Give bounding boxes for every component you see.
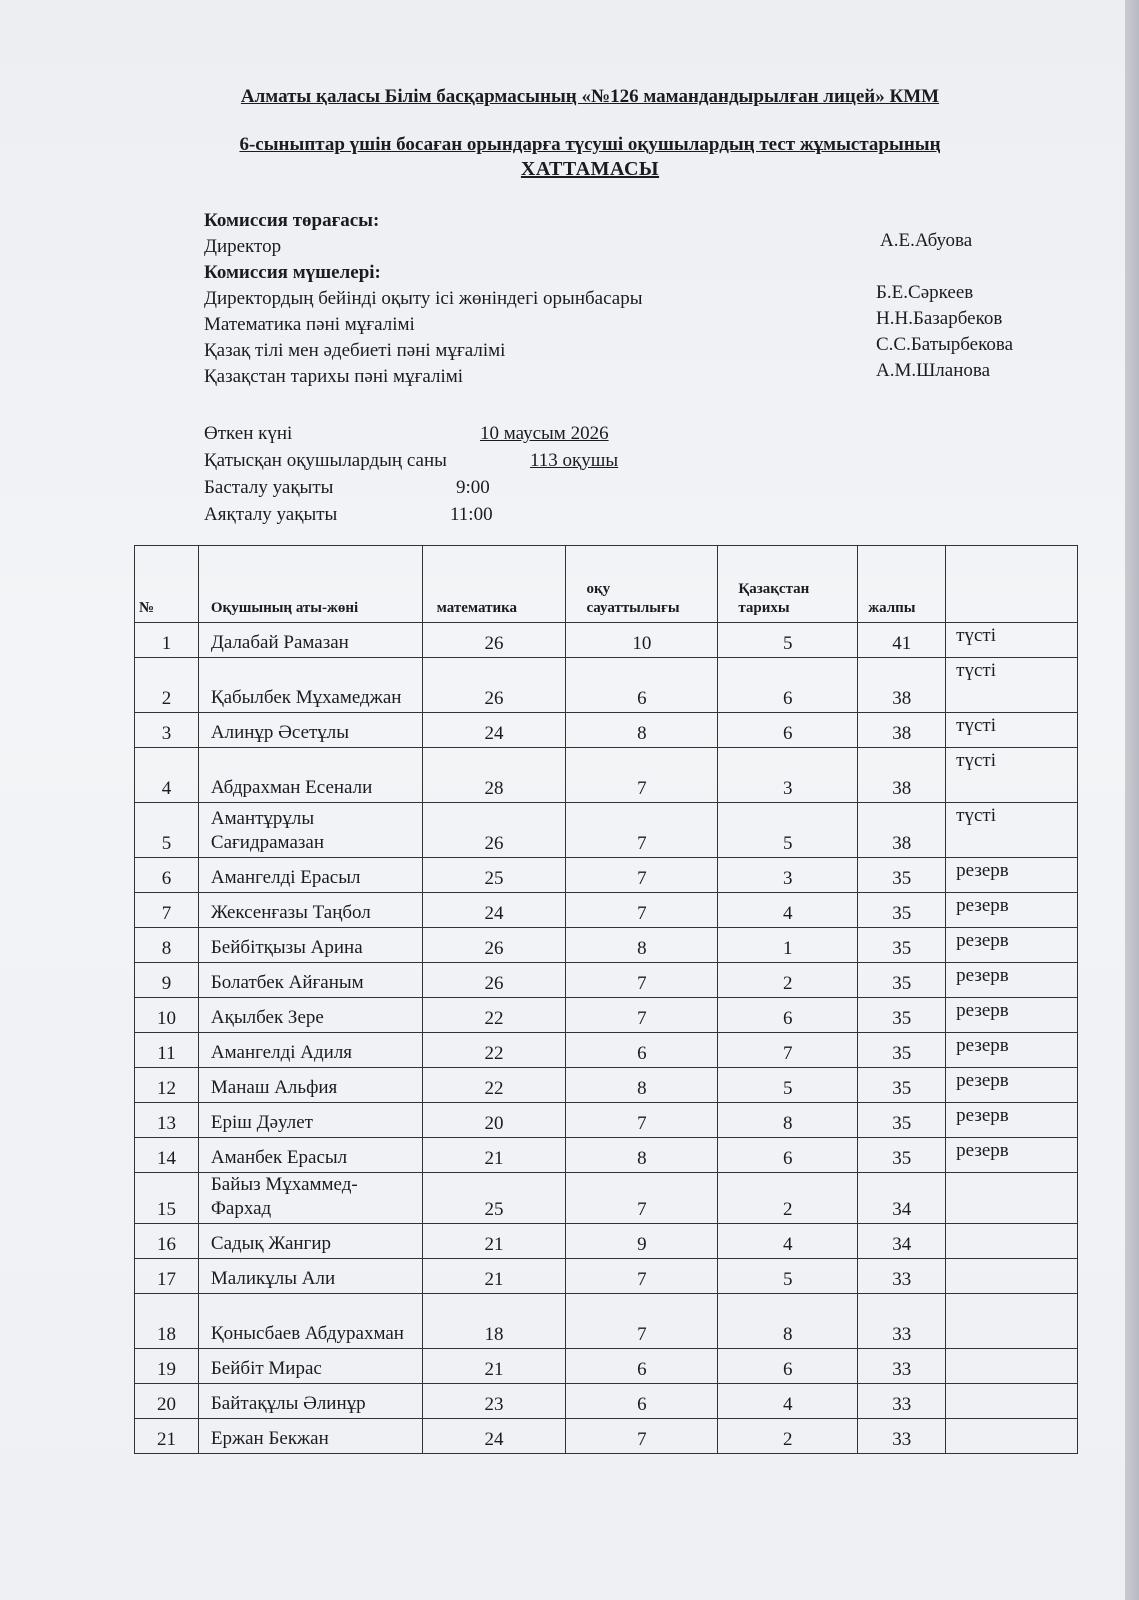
admission-status — [946, 1419, 1078, 1454]
total-score: 35 — [858, 893, 946, 928]
count-label: Қатысқан оқушылардың саны — [204, 450, 447, 471]
math-score: 21 — [422, 1349, 566, 1384]
total-score: 33 — [858, 1419, 946, 1454]
math-score: 26 — [422, 803, 566, 858]
math-score: 26 — [422, 928, 566, 963]
commission-members-heading: Комиссия мүшелері: — [204, 262, 381, 283]
math-score: 28 — [422, 748, 566, 803]
count-value: 113 оқушы — [530, 450, 619, 471]
table-header-row — [135, 546, 1078, 623]
table-row — [135, 1068, 1078, 1103]
row-number: 3 — [135, 713, 199, 748]
row-number: 9 — [135, 963, 199, 998]
member-role: Қазақстан тарихы пәні мұғалімі — [204, 366, 464, 387]
reading-score: 7 — [566, 1103, 718, 1138]
admission-status — [946, 1384, 1078, 1419]
student-name: Манаш Альфия — [198, 1068, 422, 1103]
date-value: 10 маусым 2026 — [480, 423, 609, 444]
row-number: 19 — [135, 1349, 199, 1384]
reading-score: 7 — [566, 998, 718, 1033]
student-name: Далабай Рамазан — [198, 623, 422, 658]
math-score: 24 — [422, 893, 566, 928]
admission-status — [946, 1349, 1078, 1384]
student-name: Жексенғазы Таңбол — [198, 893, 422, 928]
member-role: Директордың бейінді оқыту ісі жөніндегі орынбасары — [204, 288, 643, 309]
table-row — [135, 1033, 1078, 1068]
reading-score: 7 — [566, 748, 718, 803]
reading-score: 7 — [566, 1419, 718, 1454]
student-name: Бейбіт Мирас — [198, 1349, 422, 1384]
admission-status — [946, 1224, 1078, 1259]
reading-score: 6 — [566, 1349, 718, 1384]
history-score: 5 — [718, 1259, 858, 1294]
total-score: 38 — [858, 713, 946, 748]
total-score: 33 — [858, 1349, 946, 1384]
reading-score: 8 — [566, 928, 718, 963]
reading-score: 9 — [566, 1224, 718, 1259]
total-score: 35 — [858, 1103, 946, 1138]
row-number: 2 — [135, 658, 199, 713]
student-name: Маликұлы Али — [198, 1259, 422, 1294]
history-score: 6 — [718, 998, 858, 1033]
col-header-reading: оқу сауаттылығы — [566, 546, 718, 623]
math-score: 22 — [422, 1033, 566, 1068]
history-score: 3 — [718, 858, 858, 893]
row-number: 7 — [135, 893, 199, 928]
math-score: 25 — [422, 1173, 566, 1224]
total-score: 35 — [858, 928, 946, 963]
admission-status: резерв — [946, 1138, 1078, 1173]
table-row — [135, 1138, 1078, 1173]
reading-score: 7 — [566, 803, 718, 858]
admission-status — [946, 1259, 1078, 1294]
math-score: 26 — [422, 963, 566, 998]
table-row — [135, 1103, 1078, 1138]
history-score: 5 — [718, 803, 858, 858]
total-score: 33 — [858, 1384, 946, 1419]
math-score: 22 — [422, 998, 566, 1033]
table-row — [135, 803, 1078, 858]
table-row — [135, 963, 1078, 998]
row-number: 12 — [135, 1068, 199, 1103]
admission-status: резерв — [946, 858, 1078, 893]
col-header-status — [946, 546, 1078, 623]
total-score: 38 — [858, 803, 946, 858]
admission-status: түсті — [946, 623, 1078, 658]
start-label: Басталу уақыты — [204, 477, 334, 498]
math-score: 21 — [422, 1224, 566, 1259]
reading-score: 8 — [566, 713, 718, 748]
history-score: 2 — [718, 1173, 858, 1224]
table-row — [135, 893, 1078, 928]
col-header-name: Оқушының аты-жөні — [198, 546, 422, 623]
page-edge-shadow — [1125, 0, 1139, 1600]
admission-status: түсті — [946, 803, 1078, 858]
end-label: Аяқталу уақыты — [204, 504, 338, 525]
table-row — [135, 1384, 1078, 1419]
reading-score: 7 — [566, 1294, 718, 1349]
student-name: Амантұрұлы Сағидрамазан — [198, 803, 422, 858]
total-score: 33 — [858, 1259, 946, 1294]
history-score: 8 — [718, 1294, 858, 1349]
table-row — [135, 658, 1078, 713]
row-number: 16 — [135, 1224, 199, 1259]
row-number: 21 — [135, 1419, 199, 1454]
student-name: Байтақұлы Әлинұр — [198, 1384, 422, 1419]
history-score: 5 — [718, 1068, 858, 1103]
row-number: 15 — [135, 1173, 199, 1224]
history-score: 6 — [718, 1138, 858, 1173]
admission-status: түсті — [946, 658, 1078, 713]
protocol-title: ХАТТАМАСЫ — [520, 158, 660, 180]
total-score: 33 — [858, 1294, 946, 1349]
row-number: 18 — [135, 1294, 199, 1349]
reading-score: 6 — [566, 1033, 718, 1068]
reading-score: 7 — [566, 1259, 718, 1294]
col-header-total: жалпы — [858, 546, 946, 623]
math-score: 21 — [422, 1259, 566, 1294]
member-name: А.М.Шланова — [876, 360, 991, 381]
student-name: Ержан Бекжан — [198, 1419, 422, 1454]
reading-score: 7 — [566, 963, 718, 998]
student-name: Еріш Дәулет — [198, 1103, 422, 1138]
total-score: 34 — [858, 1173, 946, 1224]
total-score: 38 — [858, 748, 946, 803]
history-score: 2 — [718, 963, 858, 998]
math-score: 18 — [422, 1294, 566, 1349]
end-value: 11:00 — [450, 504, 493, 525]
row-number: 10 — [135, 998, 199, 1033]
row-number: 5 — [135, 803, 199, 858]
student-name: Абдрахман Есенали — [198, 748, 422, 803]
admission-status — [946, 1294, 1078, 1349]
history-score: 4 — [718, 1224, 858, 1259]
math-score: 21 — [422, 1138, 566, 1173]
date-label: Өткен күні — [204, 423, 293, 444]
history-score: 4 — [718, 893, 858, 928]
admission-status: резерв — [946, 998, 1078, 1033]
row-number: 13 — [135, 1103, 199, 1138]
table-row — [135, 1419, 1078, 1454]
history-score: 4 — [718, 1384, 858, 1419]
member-role: Математика пәні мұғалімі — [204, 314, 415, 335]
math-score: 26 — [422, 658, 566, 713]
total-score: 34 — [858, 1224, 946, 1259]
results-table — [134, 545, 1078, 1454]
admission-status: резерв — [946, 928, 1078, 963]
student-name: Қонысбаев Абдурахман — [198, 1294, 422, 1349]
row-number: 6 — [135, 858, 199, 893]
commission-names — [876, 228, 1013, 384]
history-score: 6 — [718, 1349, 858, 1384]
total-score: 35 — [858, 998, 946, 1033]
reading-score: 6 — [566, 1384, 718, 1419]
table-row — [135, 998, 1078, 1033]
total-score: 35 — [858, 1138, 946, 1173]
student-name: Қабылбек Мұхамеджан — [198, 658, 422, 713]
student-name: Амангелді Адиля — [198, 1033, 422, 1068]
table-row — [135, 748, 1078, 803]
admission-status: түсті — [946, 713, 1078, 748]
student-name: Садық Жангир — [198, 1224, 422, 1259]
history-score: 2 — [718, 1419, 858, 1454]
total-score: 35 — [858, 1068, 946, 1103]
member-role: Қазақ тілі мен әдебиеті пәні мұғалімі — [204, 340, 506, 361]
admission-status — [946, 1173, 1078, 1224]
col-header-math: математика — [422, 546, 566, 623]
commission-chair-heading: Комиссия төрағасы: — [204, 210, 380, 231]
table-row — [135, 1349, 1078, 1384]
chair-name: А.Е.Абуова — [880, 230, 973, 251]
student-name: Ақылбек Зере — [198, 998, 422, 1033]
math-score: 20 — [422, 1103, 566, 1138]
math-score: 24 — [422, 1419, 566, 1454]
history-score: 7 — [718, 1033, 858, 1068]
math-score: 25 — [422, 858, 566, 893]
reading-score: 8 — [566, 1068, 718, 1103]
row-number: 8 — [135, 928, 199, 963]
reading-score: 7 — [566, 1173, 718, 1224]
history-score: 6 — [718, 658, 858, 713]
table-row — [135, 1259, 1078, 1294]
admission-status: резерв — [946, 1103, 1078, 1138]
reading-score: 10 — [566, 623, 718, 658]
history-score: 8 — [718, 1103, 858, 1138]
math-score: 24 — [422, 713, 566, 748]
history-score: 6 — [718, 713, 858, 748]
protocol-subtitle: 6-сыныптар үшін босаған орындарға түсуші оқушылардың тест жұмыстарының — [239, 134, 941, 155]
student-name: Алинұр Әсетұлы — [198, 713, 422, 748]
math-score: 23 — [422, 1384, 566, 1419]
member-name: Б.Е.Сәркеев — [876, 282, 974, 303]
total-score: 35 — [858, 963, 946, 998]
reading-score: 7 — [566, 893, 718, 928]
row-number: 11 — [135, 1033, 199, 1068]
table-row — [135, 1294, 1078, 1349]
table-row — [135, 623, 1078, 658]
student-name: Бейбітқызы Арина — [198, 928, 422, 963]
table-row — [135, 858, 1078, 893]
commission-block — [204, 208, 642, 390]
member-name: С.С.Батырбекова — [876, 334, 1014, 355]
student-name: Болатбек Айғаным — [198, 963, 422, 998]
student-name: Амангелді Ерасыл — [198, 858, 422, 893]
history-score: 5 — [718, 623, 858, 658]
total-score: 41 — [858, 623, 946, 658]
admission-status: резерв — [946, 963, 1078, 998]
total-score: 35 — [858, 858, 946, 893]
math-score: 22 — [422, 1068, 566, 1103]
total-score: 35 — [858, 1033, 946, 1068]
table-row — [135, 928, 1078, 963]
student-name: Аманбек Ерасыл — [198, 1138, 422, 1173]
table-row — [135, 1224, 1078, 1259]
table-row — [135, 1173, 1078, 1224]
member-name: Н.Н.Базарбеков — [876, 308, 1003, 329]
row-number: 4 — [135, 748, 199, 803]
student-name: Байыз Мұхаммед-Фархад — [198, 1173, 422, 1224]
table-row — [135, 713, 1078, 748]
col-header-history: Қазақстан тарихы — [718, 546, 858, 623]
admission-status: резерв — [946, 1033, 1078, 1068]
admission-status: түсті — [946, 748, 1078, 803]
row-number: 20 — [135, 1384, 199, 1419]
row-number: 14 — [135, 1138, 199, 1173]
col-header-number: № — [135, 546, 199, 623]
math-score: 26 — [422, 623, 566, 658]
history-score: 1 — [718, 928, 858, 963]
admission-status: резерв — [946, 893, 1078, 928]
reading-score: 6 — [566, 658, 718, 713]
start-value: 9:00 — [456, 477, 490, 498]
reading-score: 8 — [566, 1138, 718, 1173]
history-score: 3 — [718, 748, 858, 803]
reading-score: 7 — [566, 858, 718, 893]
row-number: 1 — [135, 623, 199, 658]
total-score: 38 — [858, 658, 946, 713]
commission-chair-role: Директор — [204, 236, 282, 257]
row-number: 17 — [135, 1259, 199, 1294]
admission-status: резерв — [946, 1068, 1078, 1103]
institution-title: Алматы қаласы Білім басқармасының «№126 мамандандырылған лицей» КММ — [240, 86, 940, 107]
